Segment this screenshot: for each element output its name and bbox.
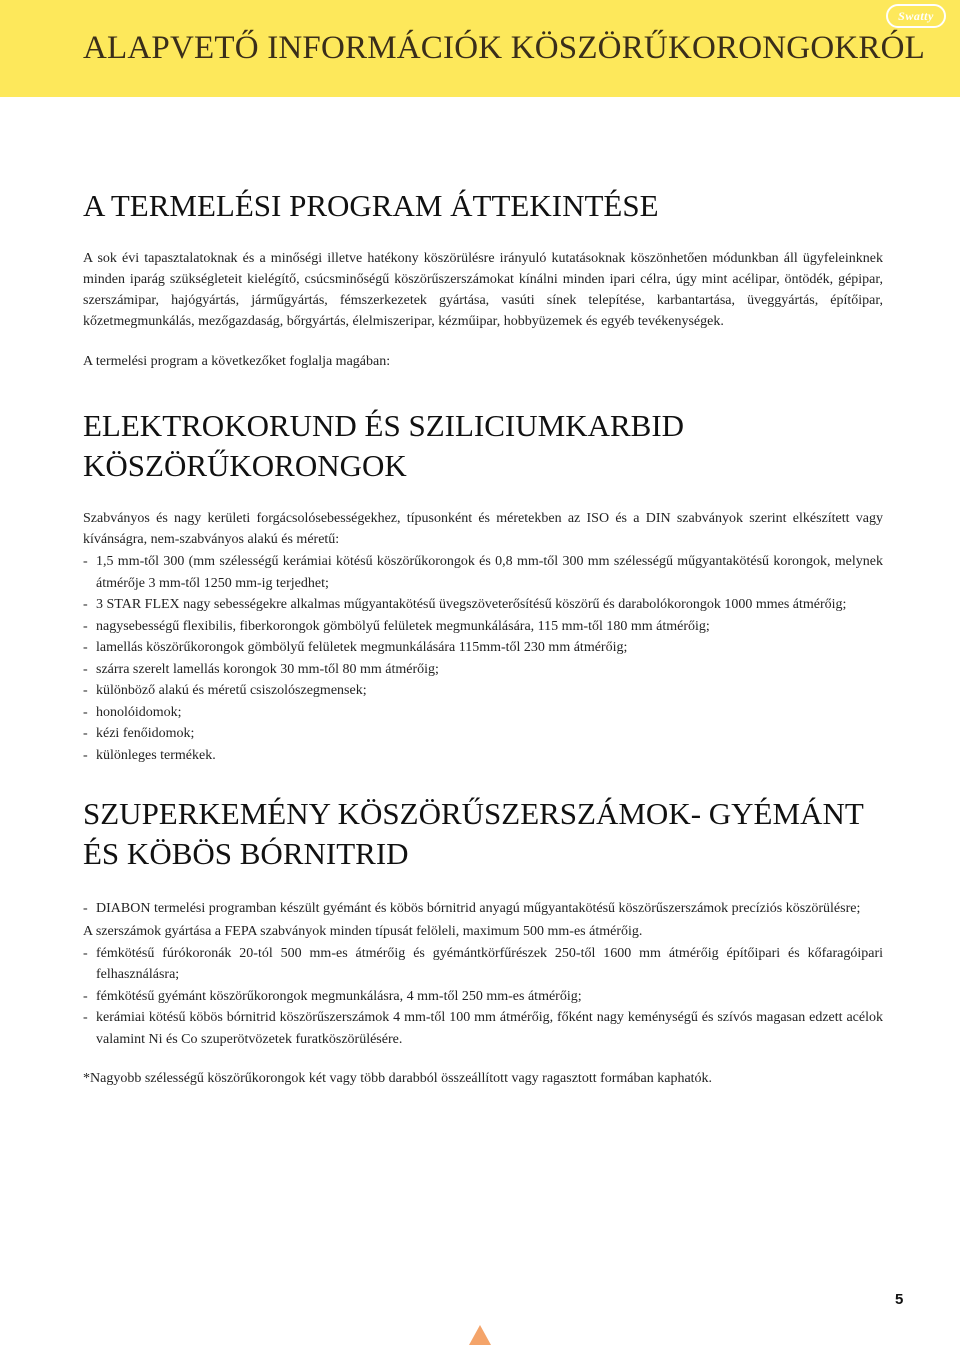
superhard-list (83, 943, 883, 1051)
list-item: - különböző alakú és méretű csiszolószegmensek; (83, 680, 883, 702)
heading-line: ÉS KÖBÖS BÓRNITRID (83, 836, 409, 871)
page-title: ALAPVETŐ INFORMÁCIÓK KÖSZÖRŰKORONGOKRÓL (83, 30, 925, 66)
list-item: - lamellás köszörűkorongok gömbölyű felületek megmunkálására 115mm-től 230 mm átmérőig; (83, 637, 883, 659)
list-item: - kerámiai kötésű köbös bórnitrid köszörűszerszámok 4 mm-től 100 mm átmérőig, főként nagy keménységű és szívós magasan edzett acélok valamint Ni és Co szuperötvözetek furatköszörülésére. (83, 1007, 883, 1050)
main-content (83, 188, 883, 1089)
overview-paragraph: A sok évi tapasztalatoknak és a minőségi illetve hatékony köszörülésre irányuló kutatásoknak köszönhetően módunkban áll ügyfeleinknek minden iparág szükségleteit kielégítő, csúcsminőségű köszörűszerszámokat kínálni minden ipari célra, úgy mint acélipar, öntödék, gépipar, szerszámipar, hajógyártás, járműgyártás, fémszerkezetek gyártása, vasúti sínek telepítése, karbantartása, üveggyártás, építőipar, kőzetmegmunkálás, mezőgazdaság, bőrgyártás, élelmiszeripar, kézműipar, hobbyüzemek és egyéb tevékenységek. (83, 251, 883, 329)
fepa-paragraph: A szerszámok gyártása a FEPA szabványok minden típusát felöleli, maximum 500 mm-es átmérőig. (83, 923, 643, 939)
list-item: - honolóidomok; (83, 702, 883, 724)
list-item: - szárra szerelt lamellás korongok 30 mm-től 80 mm átmérőig; (83, 659, 883, 681)
page-number: 5 (895, 1291, 904, 1308)
diabon-list (83, 898, 883, 920)
heading-line: KÖSZÖRŰKORONGOK (83, 448, 407, 483)
list-item: - kézi fenőidomok; (83, 723, 883, 745)
electrocorundum-list (83, 551, 883, 766)
section-heading-superhard-tools (83, 794, 883, 874)
section-heading-production-program: A TERMELÉSI PROGRAM ÁTTEKINTÉSE (83, 188, 659, 223)
list-item: - fémkötésű gyémánt köszörűkorongok megmunkálásra, 4 mm-től 250 mm-es átmérőig; (83, 986, 883, 1008)
list-item: - DIABON termelési programban készült gyémánt és köbös bórnitrid anyagú műgyantakötésű köszörűszerszámok precíziós köszörülésre; (83, 898, 883, 920)
page-header (0, 0, 960, 97)
list-item: - nagysebességű flexibilis, fiberkorongok gömbölyű felületek megmunkálására, 115 mm-től 180 mm átmérőig; (83, 616, 883, 638)
heading-line: SZUPERKEMÉNY KÖSZÖRŰSZERSZÁMOK- GYÉMÁNT (83, 796, 864, 831)
list-item: - 1,5 mm-től 300 (mm szélességű kerámiai kötésű köszörűkorongok és 0,8 mm-től 300 mm szélességű műgyantakötésű korongok, melynek átmérője 3 mm-től 1250 mm-ig terjedhet; (83, 551, 883, 594)
brand-logo: Swatty (886, 4, 946, 28)
list-item: - fémkötésű fúrókoronák 20-tól 500 mm-es átmérőig és gyémántkörfűrészek 250-től 1600 mm átmérőig építőipari és kőfaragóipari felhasználásra; (83, 943, 883, 986)
list-item: - különleges termékek. (83, 745, 883, 767)
triangle-marker-icon (469, 1325, 491, 1345)
heading-line: ELEKTROKORUND ÉS SZILICIUMKARBID (83, 408, 685, 443)
program-intro: A termelési program a következőket foglalja magában: (83, 354, 391, 369)
section-heading-electrocorundum (83, 406, 883, 486)
standards-paragraph: Szabványos és nagy kerületi forgácsolósebességekhez, típusonként és méretekben az ISO és a DIN szabványok szerint elkészített vagy kívánságra, nem-szabványos alakú és méretű: (83, 511, 883, 547)
footnote: *Nagyobb szélességű köszörűkorongok két vagy több darabból összeállított vagy ragasztott formában kaphatók. (83, 1071, 713, 1086)
list-item: - 3 STAR FLEX nagy sebességekre alkalmas műgyantakötésű üvegszöveterősítésű köszörű és darabolókorongok 1000 mmes átmérőig; (83, 594, 883, 616)
